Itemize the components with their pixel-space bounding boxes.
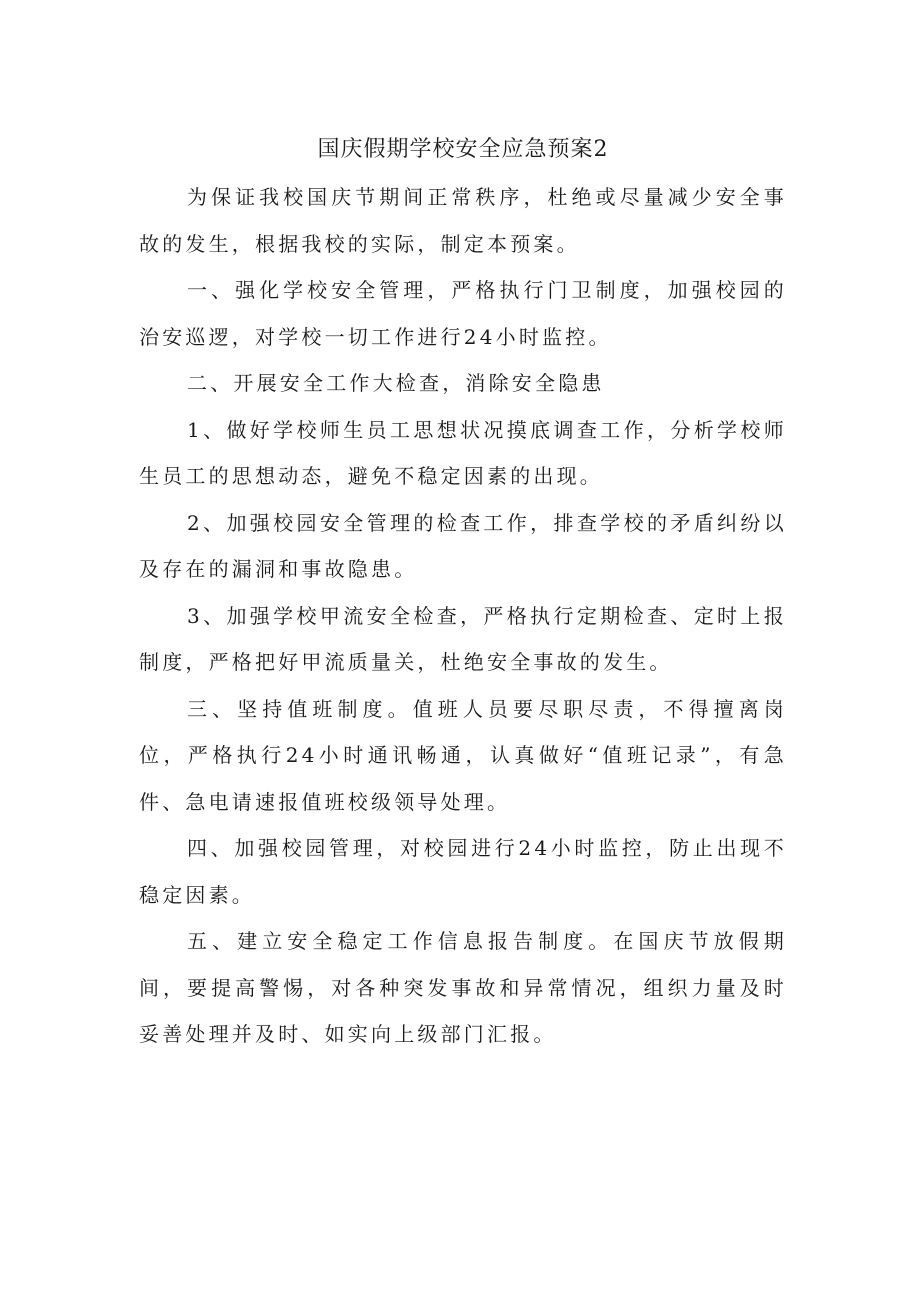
paragraph-section-4: 四、加强校园管理，对校园进行24小时监控，防止出现不稳定因素。 [139, 836, 787, 907]
document-title: 国庆假期学校安全应急预案2 [317, 137, 609, 162]
paragraph-section-3: 三、坚持值班制度。值班人员要尽职尽责，不得擅离岗位，严格执行24小时通讯畅通，认真做好“值班记录”，有急件、急电请速报值班校级领导处理。 [139, 696, 787, 814]
paragraph-item-3: 3、加强学校甲流安全检查，严格执行定期检查、定时上报制度，严格把好甲流质量关，杜绝安全事故的发生。 [139, 603, 787, 674]
paragraph-section-1: 一、强化学校安全管理，严格执行门卫制度，加强校园的治安巡逻，对学校一切工作进行24小时监控。 [139, 278, 787, 349]
paragraph-section-2: 二、开展安全工作大检查，消除安全隐患 [187, 371, 605, 395]
document-page [139, 128, 787, 1058]
paragraph-intro: 为保证我校国庆节期间正常秩序，杜绝或尽量减少安全事故的发生，根据我校的实际，制定本预案。 [139, 185, 787, 256]
paragraph-item-1: 1、做好学校师生员工思想状况摸底调查工作，分析学校师生员工的思想动态，避免不稳定因素的出现。 [139, 417, 787, 488]
paragraph-item-2: 2、加强校园安全管理的检查工作，排查学校的矛盾纠纷以及存在的漏洞和事故隐患。 [139, 510, 787, 581]
paragraph-section-5: 五、建立安全稳定工作信息报告制度。在国庆节放假期间，要提高警惕，对各种突发事故和异常情况，组织力量及时妥善处理并及时、如实向上级部门汇报。 [139, 929, 787, 1046]
